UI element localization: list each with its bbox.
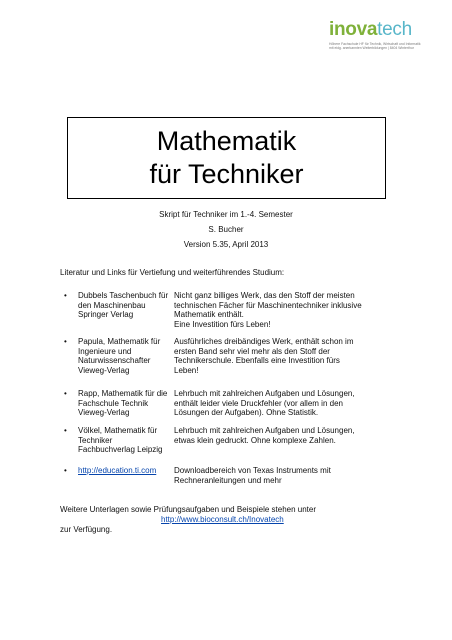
book-description-line: enthält leider viele Druckfehler (vor allem in den	[174, 398, 343, 408]
bioconsult-link[interactable]: http://www.bioconsult.ch/Inovatech	[161, 515, 284, 524]
book-description-line: Lösungen der Aufgaben). Ohne Statistik.	[174, 408, 319, 417]
book-description-line: Downloadbereich von Texas Instruments mit	[174, 466, 331, 475]
book-description-line: Eine Investition fürs Leben!	[174, 319, 271, 329]
book-title-line: Springer Verlag	[78, 310, 134, 319]
book-title-line: Rapp, Mathematik für die	[78, 389, 168, 398]
bullet: •	[64, 337, 67, 346]
book-title	[78, 389, 178, 418]
ti-education-link[interactable]	[78, 466, 178, 476]
logo-tagline-1: Höhere Fachschule HF für Technik, Wirtschaft und Informatik	[329, 42, 421, 46]
logo-tagline	[329, 42, 429, 51]
book-title-line: Vieweg-Verlag	[78, 408, 130, 417]
book-title-line: Fachbuchverlag Leipzig	[78, 445, 163, 454]
book-title-line: Dubbels Taschenbuch für	[78, 291, 169, 300]
footer-line-1: Weitere Unterlagen sowie Prüfungsaufgaben und Beispiele stehen unter	[60, 505, 317, 514]
book-description-line: technischen Fächer für Maschinentechniker inklusive	[174, 300, 362, 310]
title-line-1: Mathematik	[156, 126, 297, 156]
title-line-2: für Techniker	[149, 159, 304, 189]
footer-line-3: zur Verfügung.	[60, 525, 113, 534]
book-title-line: den Maschinenbau	[78, 300, 146, 310]
logo-tagline-2: mit eidg. anerkannten Weiterbildungen | 8404 Winterthur	[329, 46, 414, 51]
book-title-line: Naturwissenschafter	[78, 356, 151, 365]
book-description-line: etwas klein gedruckt. Ohne komplexe Zahlen.	[174, 435, 336, 445]
logo-word-b: tech	[377, 19, 412, 40]
book-title	[78, 426, 178, 455]
logo-wordmark	[329, 20, 429, 40]
book-title-line: Ingenieure und	[78, 346, 132, 356]
bullet: •	[64, 426, 67, 435]
book-description-line: Lehrbuch mit zahlreichen Aufgaben und Lösungen,	[174, 426, 355, 435]
book-description	[174, 389, 399, 418]
book-description	[174, 466, 399, 485]
bullet: •	[64, 291, 67, 300]
book-description-line: Technikerschule. Ebenfalls eine Investition fürs	[174, 356, 340, 365]
script-subtitle: Skript für Techniker im 1.-4. Semester	[159, 210, 293, 219]
book-description	[174, 426, 399, 445]
book-title-line: Techniker	[78, 435, 113, 445]
version: Version 5.35, April 2013	[183, 240, 269, 249]
ti-education-link-text[interactable]: http://education.ti.com	[78, 466, 157, 475]
book-description-line: Mathematik enthält.	[174, 310, 244, 319]
book-description-line: Nicht ganz billiges Werk, das den Stoff der meisten	[174, 291, 355, 300]
book-title-line: Völkel, Mathematik für	[78, 426, 158, 435]
book-title	[78, 291, 178, 320]
inovatech-logo	[329, 20, 429, 72]
title-box	[67, 117, 386, 199]
bullet: •	[64, 389, 67, 398]
literature-intro: Literatur und Links für Vertiefung und weiterführendes Studium:	[60, 268, 285, 277]
book-title-line: Papula, Mathematik für	[78, 337, 161, 346]
book-description	[174, 337, 399, 375]
book-title-line: Fachschule Technik	[78, 398, 149, 408]
book-description-line: ersten Band sehr viel mehr als den Stoff der	[174, 346, 330, 356]
book-title-line: Vieweg-Verlag	[78, 365, 130, 375]
book-description-line: Ausführliches dreibändiges Werk, enthält schon im	[174, 337, 354, 346]
book-description-line: Lehrbuch mit zahlreichen Aufgaben und Lösungen,	[174, 389, 355, 398]
book-description-line: Rechneranleitungen und mehr	[174, 475, 282, 485]
logo-word-a: inova	[329, 19, 378, 40]
book-description	[174, 291, 399, 329]
author: S. Bucher	[208, 225, 244, 234]
book-title	[78, 337, 178, 375]
book-description-line: Leben!	[174, 365, 199, 375]
bullet: •	[64, 466, 67, 475]
